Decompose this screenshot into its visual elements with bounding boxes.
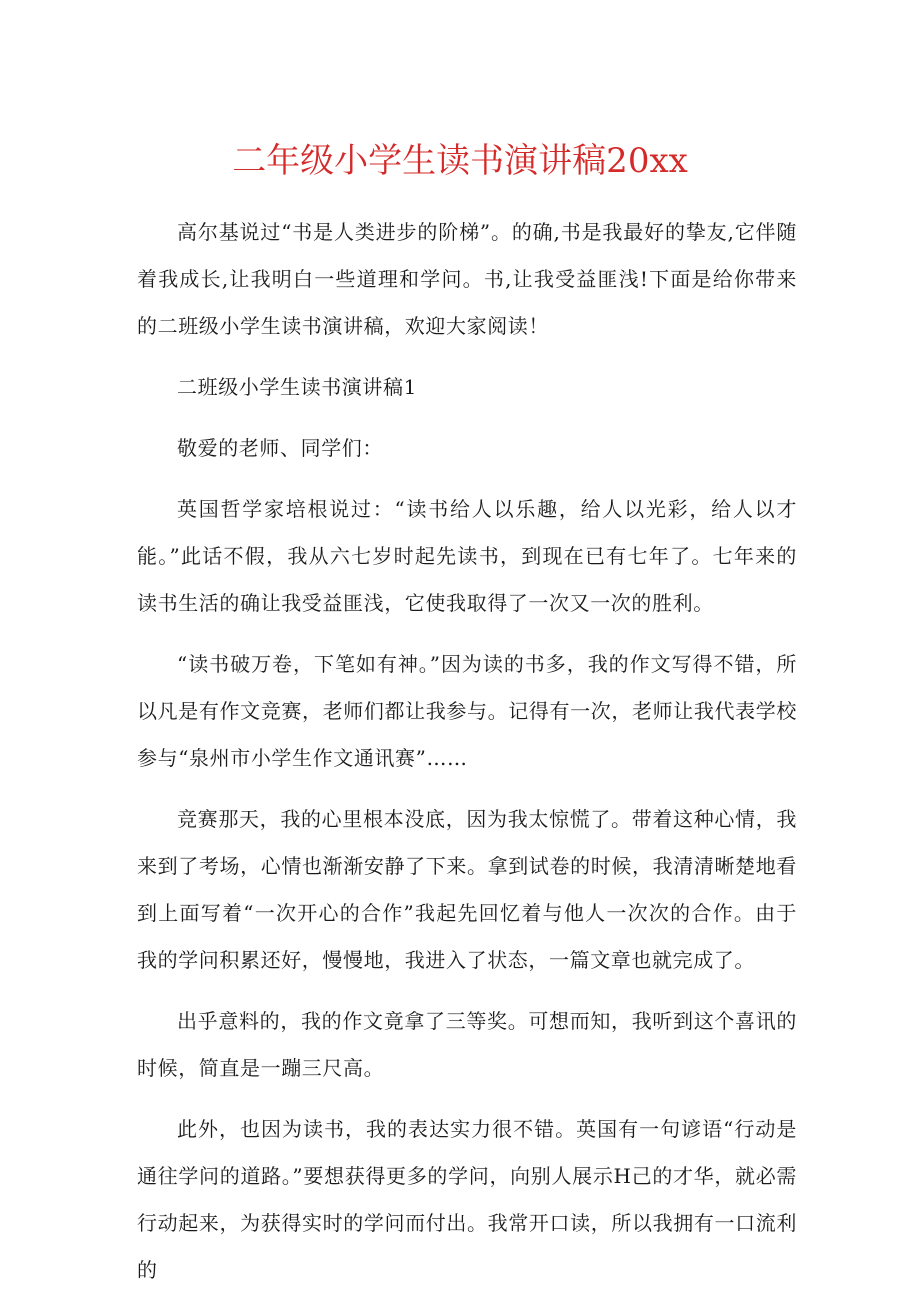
paragraph-body: “读书破万卷，下笔如有神。”因为读的书多，我的作文写得不错，所以凡是有作文竞赛，老师们都让我参与。记得有一次，老师让我代表学校参与“泉州市小学生作文通讯赛”…… <box>137 652 797 770</box>
paragraph-body: 竞赛那天，我的心里根本没底，因为我太惊慌了。带着这种心情，我来到了考场，心情也渐渐安静了下来。拿到试卷的时候，我清清晰楚地看到上面写着“一次开心的合作”我起先回忆着与他人一次次的合作。由于我的学问积累还好，慢慢地，我进入了状态，一篇文章也就完成了。 <box>137 807 797 972</box>
paragraph-body: 出乎意料的，我的作文竟拿了三等奖。可想而知，我听到这个喜讯的时候，简直是一蹦三尺高。 <box>137 1009 797 1080</box>
paragraph-body: 此外，也因为读书，我的表达实力很不错。英国有一句谚语“行动是通往学问的道路。”要想获得更多的学问，向别人展示H己的才华，就必需行动起来，为获得实时的学问而付出。我常开口读，所以我拥有一口流利的 <box>137 1117 797 1282</box>
paragraph-intro: 高尔基说过“书是人类进步的阶梯”。的确,书是我最好的挚友,它伴随着我成长,让我明白一些道理和学问。书,让我受益匪浅!下面是给你带来的二班级小学生读书演讲稿，欢迎大家阅读！ <box>137 220 797 338</box>
document-title: 二年级小学生读书演讲稿20xx <box>232 141 688 181</box>
paragraph-heading: 二班级小学生读书演讲稿1 <box>177 375 417 399</box>
document-body <box>137 209 797 1308</box>
paragraph-body: 英国哲学家培根说过：“读书给人以乐趣，给人以光彩，给人以才能。”此话不假，我从六七岁时起先读书，到现在已有七年了。七年来的读书生活的确让我受益匪浅，它使我取得了一次又一次的胜利。 <box>137 497 797 615</box>
paragraph-salutation: 敬爱的老师、同学们： <box>177 436 383 460</box>
